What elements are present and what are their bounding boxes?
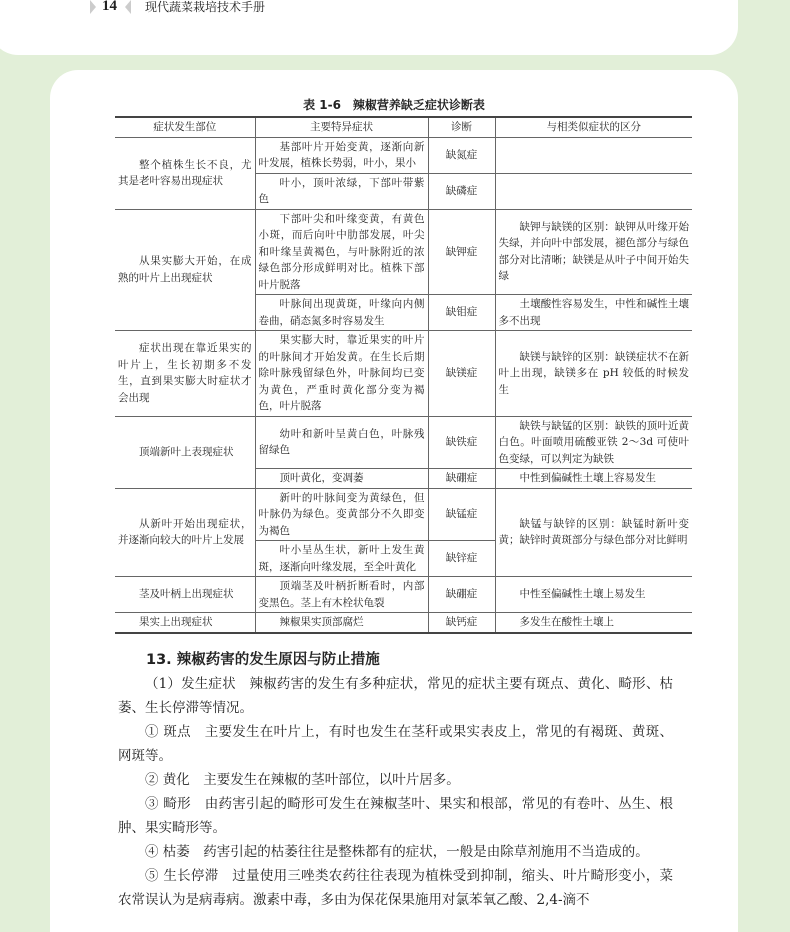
difference-cell: 缺钾与缺镁的区别：缺钾从叶缘开始失绿，并向叶中部发展，褪色部分与绿色部分对比清晰；缺镁是从叶子中间开始失绿 xyxy=(495,209,692,295)
column-header: 症状发生部位 xyxy=(115,117,255,137)
table-caption: 表 1-6 辣椒营养缺乏症状诊断表 xyxy=(303,98,485,112)
diagnosis-cell: 缺锌症 xyxy=(428,541,495,577)
symptom-cell: 叶小，顶叶浓绿，下部叶带紫色 xyxy=(255,173,428,209)
site-cell: 症状出现在靠近果实的叶片上，生长初期多不发生，直到果实膨大时症状才会出现 xyxy=(115,331,255,417)
difference-cell: 土壤酸性容易发生，中性和碱性土壤多不出现 xyxy=(495,295,692,331)
site-cell: 顶端新叶上表现症状 xyxy=(115,416,255,488)
diagnosis-cell: 缺氮症 xyxy=(428,137,495,173)
diagnosis-cell: 缺铁症 xyxy=(428,416,495,469)
difference-cell: 缺镁与缺锌的区别：缺镁症状不在新叶上出现，缺镁多在 pH 较低的时候发生 xyxy=(495,331,692,417)
table-row xyxy=(115,577,692,613)
diagnosis-cell: 缺锰症 xyxy=(428,488,495,541)
paragraph: ⑤ 生长停滞 过量使用三唑类农药往往表现为植株受到抑制，缩头、叶片畸形变小，菜农常误认为是病毒病。激素中毒，多由为保花保果施用对氯苯氧乙酸、2,4-滴不 xyxy=(118,867,673,908)
difference-cell: 中性至偏碱性土壤上易发生 xyxy=(495,577,692,613)
site-cell: 从新叶开始出现症状，并逐渐向较大的叶片上发展 xyxy=(115,488,255,577)
site-cell: 果实上出现症状 xyxy=(115,613,255,633)
symptom-cell: 叶小呈丛生状，新叶上发生黄斑，逐渐向叶缘发展，至全叶黄化 xyxy=(255,541,428,577)
diagnosis-cell: 缺钼症 xyxy=(428,295,495,331)
column-header: 主要特异症状 xyxy=(255,117,428,137)
site-cell: 茎及叶柄上出现症状 xyxy=(115,577,255,613)
site-cell: 整个植株生长不良，尤其是老叶容易出现症状 xyxy=(115,137,255,209)
symptom-cell: 新叶的叶脉间变为黄绿色，但叶脉仍为绿色。变黄部分不久即变为褐色 xyxy=(255,488,428,541)
symptom-cell: 叶脉间出现黄斑，叶缘向内侧卷曲，硝态氮多时容易发生 xyxy=(255,295,428,331)
table-row xyxy=(115,416,692,469)
symptom-cell: 幼叶和新叶呈黄白色，叶脉残留绿色 xyxy=(255,416,428,469)
paragraph: ② 黄化 主要发生在辣椒的茎叶部位，以叶片居多。 xyxy=(145,771,460,788)
book-title: 现代蔬菜栽培技术手册 xyxy=(145,0,266,14)
diagnosis-cell: 缺硼症 xyxy=(428,469,495,489)
symptom-cell: 果实膨大时，靠近果实的叶片的叶脉间才开始发黄。在生长后期除叶脉残留绿色外，叶脉间均已变为黄色，严重时黄化部分变为褐色，叶片脱落 xyxy=(255,331,428,417)
paragraph: ① 斑点 主要发生在叶片上，有时也发生在茎秆或果实表皮上，常见的有褐斑、黄斑、网斑等。 xyxy=(118,723,673,764)
table-row xyxy=(115,137,692,173)
symptom-cell: 顶端茎及叶柄折断看时，内部变黑色。茎上有木栓状龟裂 xyxy=(255,577,428,613)
diagnosis-cell: 缺硼症 xyxy=(428,577,495,613)
symptom-cell: 辣椒果实顶部腐烂 xyxy=(255,613,428,633)
paragraph: ③ 畸形 由药害引起的畸形可发生在辣椒茎叶、果实和根部，常见的有卷叶、丛生、根肿、果实畸形等。 xyxy=(118,795,673,836)
body-text xyxy=(118,648,673,912)
table-row xyxy=(115,331,692,417)
symptom-cell: 下部叶尖和叶缘变黄，有黄色小斑，而后向叶中肋部发展，叶尖和叶缘呈黄褐色，与叶脉附近的浓绿色部分形成鲜明对比。植株下部叶片脱落 xyxy=(255,209,428,295)
page-number: 14 xyxy=(102,0,117,14)
symptom-cell: 顶叶黄化，变凋萎 xyxy=(255,469,428,489)
difference-cell xyxy=(495,173,692,209)
difference-cell: 中性到偏碱性土壤上容易发生 xyxy=(495,469,692,489)
diagnosis-cell: 缺钙症 xyxy=(428,613,495,633)
paragraph: ④ 枯萎 药害引起的枯萎往往是整株都有的症状，一般是由除草剂施用不当造成的。 xyxy=(145,843,649,860)
difference-cell: 缺铁与缺锰的区别：缺铁的顶叶近黄白色。叶面喷用硫酸亚铁 2～3d 可使叶色变绿，可以判定为缺铁 xyxy=(495,416,692,469)
section-heading: 13. 辣椒药害的发生原因与防止措施 xyxy=(146,651,380,668)
diagnosis-cell: 缺镁症 xyxy=(428,331,495,417)
difference-cell: 缺锰与缺锌的区别：缺锰时新叶变黄；缺锌时黄斑部分与绿色部分对比鲜明 xyxy=(495,488,692,577)
running-header xyxy=(90,0,265,15)
arrow-right-icon xyxy=(90,0,96,14)
table-header-row xyxy=(115,117,692,137)
diagnosis-cell: 缺磷症 xyxy=(428,173,495,209)
table-row xyxy=(115,613,692,633)
column-header: 与相类似症状的区分 xyxy=(495,117,692,137)
column-header: 诊断 xyxy=(428,117,495,137)
previous-page-card xyxy=(0,0,738,55)
difference-cell xyxy=(495,137,692,173)
symptom-cell: 基部叶片开始变黄，逐渐向新叶发展，植株长势弱，叶小，果小 xyxy=(255,137,428,173)
site-cell: 从果实膨大开始，在成熟的叶片上出现症状 xyxy=(115,209,255,331)
paragraph: （1）发生症状 辣椒药害的发生有多种症状，常见的症状主要有斑点、黄化、畸形、枯萎、生长停滞等情况。 xyxy=(118,675,673,716)
arrow-left-icon xyxy=(125,0,131,14)
diagnosis-cell: 缺钾症 xyxy=(428,209,495,295)
diagnosis-table xyxy=(115,116,692,634)
difference-cell: 多发生在酸性土壤上 xyxy=(495,613,692,633)
table-row xyxy=(115,488,692,541)
table-row xyxy=(115,209,692,295)
page-card xyxy=(50,70,738,932)
